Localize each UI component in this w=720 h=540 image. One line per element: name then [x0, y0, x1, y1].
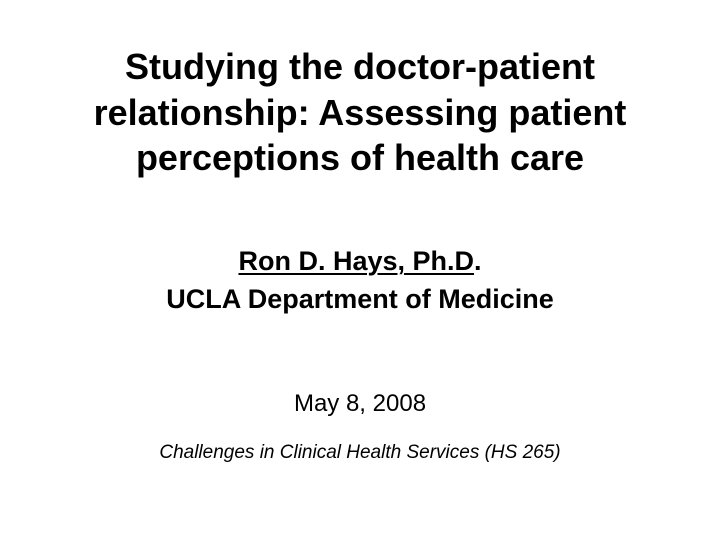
affiliation: UCLA Department of Medicine — [166, 283, 554, 314]
slide-title-line: relationship: Assessing patient — [93, 91, 627, 133]
author-name-period: . — [474, 246, 482, 276]
author-name: Ron D. Hays, Ph.D — [238, 246, 475, 276]
slide-title-line: perceptions of health care — [135, 137, 585, 179]
slide-title-line: Studying the doctor-patient — [125, 46, 595, 87]
author-block — [0, 243, 720, 319]
author-line — [0, 243, 720, 281]
course-name: Challenges in Clinical Health Services (HS 265) — [159, 442, 561, 463]
slide-title — [0, 44, 720, 181]
presentation-date: May 8, 2008 — [293, 390, 427, 417]
